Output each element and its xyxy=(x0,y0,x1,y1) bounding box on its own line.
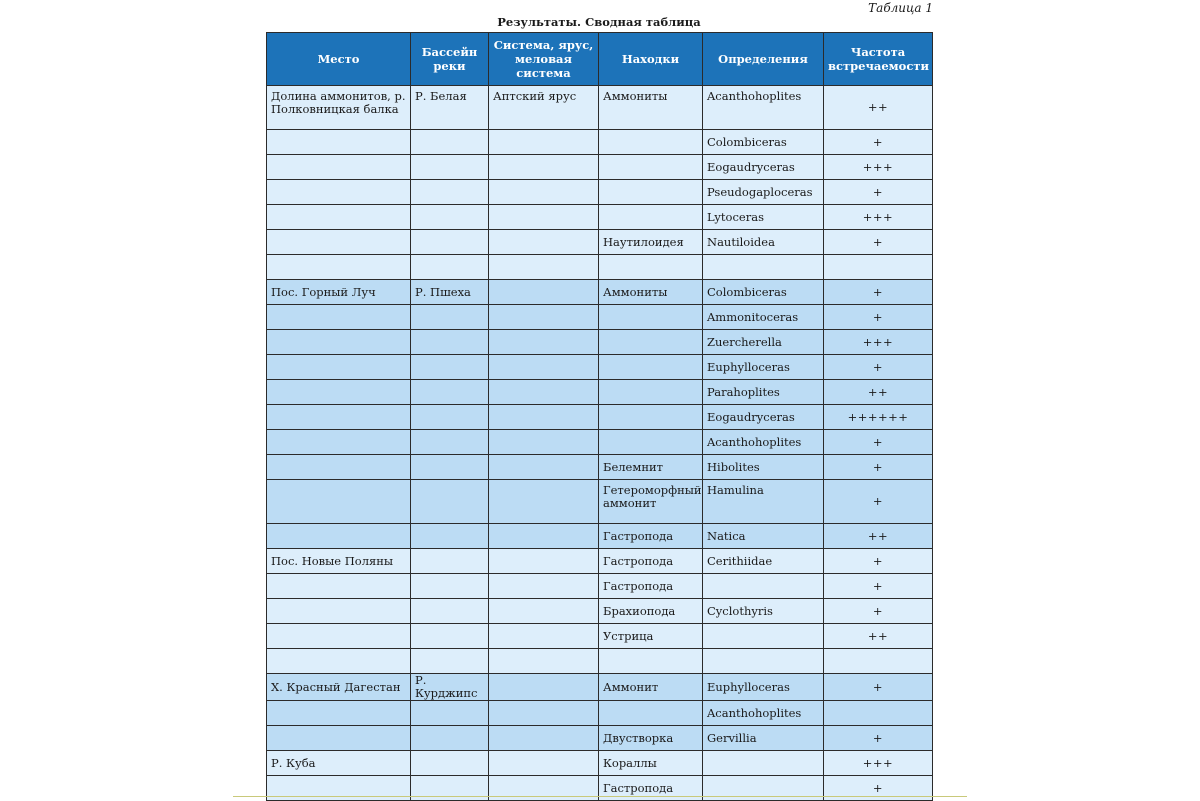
finds-cell xyxy=(599,380,703,405)
table-row xyxy=(267,624,933,649)
system-stage-cell xyxy=(489,549,599,574)
place-cell xyxy=(267,205,411,230)
finds-cell xyxy=(599,430,703,455)
river-basin-cell: Р. Белая xyxy=(411,86,489,130)
place-cell xyxy=(267,524,411,549)
frequency-cell: ++++++ xyxy=(824,405,933,430)
header-row xyxy=(267,33,933,86)
river-basin-cell xyxy=(411,230,489,255)
table-row xyxy=(267,255,933,280)
river-basin-cell xyxy=(411,480,489,524)
place-cell xyxy=(267,455,411,480)
frequency-cell xyxy=(824,649,933,674)
finds-cell xyxy=(599,305,703,330)
river-basin-cell xyxy=(411,430,489,455)
system-stage-cell xyxy=(489,380,599,405)
river-basin-cell xyxy=(411,305,489,330)
finds-cell xyxy=(599,649,703,674)
table-number-caption: Таблица 1 xyxy=(868,1,933,15)
finds-cell: Брахиопода xyxy=(599,599,703,624)
system-stage-cell xyxy=(489,674,599,701)
frequency-cell xyxy=(824,255,933,280)
system-stage-cell xyxy=(489,205,599,230)
table-row xyxy=(267,155,933,180)
identification-cell: Cyclothyris xyxy=(703,599,824,624)
table-row xyxy=(267,230,933,255)
table-row xyxy=(267,430,933,455)
frequency-cell: +++ xyxy=(824,155,933,180)
place-cell: Р. Куба xyxy=(267,751,411,776)
identification-cell: Parahoplites xyxy=(703,380,824,405)
table-row xyxy=(267,130,933,155)
finds-cell: Наутилоидея xyxy=(599,230,703,255)
finds-cell: Аммониты xyxy=(599,86,703,130)
finds-cell: Аммонит xyxy=(599,674,703,701)
finds-cell: Гетероморфный аммонит xyxy=(599,480,703,524)
identification-cell: Acanthohoplites xyxy=(703,430,824,455)
identification-cell xyxy=(703,751,824,776)
identification-cell: Lytoceras xyxy=(703,205,824,230)
system-stage-cell xyxy=(489,599,599,624)
place-cell xyxy=(267,480,411,524)
frequency-cell: + xyxy=(824,549,933,574)
finds-cell: Аммониты xyxy=(599,280,703,305)
table-row xyxy=(267,280,933,305)
frequency-cell: + xyxy=(824,674,933,701)
finds-cell xyxy=(599,330,703,355)
table-row xyxy=(267,751,933,776)
identification-cell: Hibolites xyxy=(703,455,824,480)
system-stage-cell xyxy=(489,230,599,255)
river-basin-cell xyxy=(411,180,489,205)
frequency-cell: + xyxy=(824,726,933,751)
frequency-cell: + xyxy=(824,776,933,801)
place-cell xyxy=(267,380,411,405)
finds-cell: Гастропода xyxy=(599,549,703,574)
place-cell xyxy=(267,330,411,355)
river-basin-cell xyxy=(411,380,489,405)
system-stage-cell xyxy=(489,255,599,280)
identification-cell: Colombiceras xyxy=(703,130,824,155)
frequency-cell: +++ xyxy=(824,205,933,230)
frequency-cell: ++ xyxy=(824,86,933,130)
finds-cell xyxy=(599,130,703,155)
place-cell xyxy=(267,230,411,255)
table-header xyxy=(267,33,933,86)
system-stage-cell xyxy=(489,355,599,380)
identification-cell xyxy=(703,649,824,674)
place-cell xyxy=(267,624,411,649)
system-stage-cell xyxy=(489,701,599,726)
place-cell xyxy=(267,649,411,674)
system-stage-cell: Аптский ярус xyxy=(489,86,599,130)
table-row xyxy=(267,380,933,405)
finds-cell xyxy=(599,205,703,230)
river-basin-cell xyxy=(411,205,489,230)
frequency-cell: + xyxy=(824,430,933,455)
frequency-cell xyxy=(824,701,933,726)
bottom-rule xyxy=(233,796,967,797)
finds-cell: Белемнит xyxy=(599,455,703,480)
frequency-cell: ++ xyxy=(824,624,933,649)
river-basin-cell xyxy=(411,624,489,649)
place-cell xyxy=(267,701,411,726)
table-row xyxy=(267,524,933,549)
identification-cell: Natica xyxy=(703,524,824,549)
identification-cell xyxy=(703,255,824,280)
finds-cell xyxy=(599,701,703,726)
identification-cell xyxy=(703,574,824,599)
table-row xyxy=(267,405,933,430)
place-cell xyxy=(267,255,411,280)
table-body xyxy=(267,86,933,801)
river-basin-cell xyxy=(411,549,489,574)
river-basin-cell xyxy=(411,405,489,430)
river-basin-cell xyxy=(411,255,489,280)
place-cell xyxy=(267,130,411,155)
river-basin-cell xyxy=(411,455,489,480)
place-cell xyxy=(267,180,411,205)
table-row xyxy=(267,330,933,355)
system-stage-cell xyxy=(489,330,599,355)
identification-cell: Acanthohoplites xyxy=(703,701,824,726)
river-basin-cell xyxy=(411,355,489,380)
system-stage-cell xyxy=(489,455,599,480)
frequency-cell: + xyxy=(824,280,933,305)
finds-cell: Гастропода xyxy=(599,524,703,549)
identification-cell: Cerithiidae xyxy=(703,549,824,574)
finds-cell xyxy=(599,255,703,280)
river-basin-cell xyxy=(411,155,489,180)
river-basin-cell xyxy=(411,524,489,549)
system-stage-cell xyxy=(489,130,599,155)
results-table xyxy=(266,32,933,801)
frequency-cell: + xyxy=(824,455,933,480)
river-basin-cell: Р. Курджипс xyxy=(411,674,489,701)
table-row xyxy=(267,599,933,624)
table-row xyxy=(267,674,933,701)
place-cell: Пос. Горный Луч xyxy=(267,280,411,305)
system-stage-cell xyxy=(489,480,599,524)
frequency-cell: ++ xyxy=(824,524,933,549)
system-stage-cell xyxy=(489,405,599,430)
finds-cell xyxy=(599,155,703,180)
river-basin-cell xyxy=(411,599,489,624)
river-basin-cell xyxy=(411,130,489,155)
river-basin-cell xyxy=(411,726,489,751)
place-cell: Пос. Новые Поляны xyxy=(267,549,411,574)
identification-cell: Eogaudryceras xyxy=(703,405,824,430)
header-system-stage: Система, ярус, меловая система xyxy=(489,33,599,86)
identification-cell: Ammonitoceras xyxy=(703,305,824,330)
table-title: Результаты. Сводная таблица xyxy=(497,15,701,29)
table-row xyxy=(267,701,933,726)
finds-cell: Гастропода xyxy=(599,776,703,801)
river-basin-cell xyxy=(411,574,489,599)
frequency-cell: + xyxy=(824,355,933,380)
system-stage-cell xyxy=(489,155,599,180)
identification-cell: Acanthohoplites xyxy=(703,86,824,130)
place-cell: Х. Красный Дагестан xyxy=(267,674,411,701)
system-stage-cell xyxy=(489,649,599,674)
system-stage-cell xyxy=(489,430,599,455)
finds-cell: Двустворка xyxy=(599,726,703,751)
table-row xyxy=(267,205,933,230)
river-basin-cell xyxy=(411,751,489,776)
finds-cell xyxy=(599,405,703,430)
finds-cell xyxy=(599,180,703,205)
system-stage-cell xyxy=(489,305,599,330)
table-row xyxy=(267,574,933,599)
header-place: Место xyxy=(267,33,411,86)
table-row xyxy=(267,649,933,674)
table-row xyxy=(267,305,933,330)
finds-cell xyxy=(599,355,703,380)
header-frequency: Частота встречаемости xyxy=(824,33,933,86)
river-basin-cell xyxy=(411,649,489,674)
frequency-cell: + xyxy=(824,305,933,330)
place-cell xyxy=(267,574,411,599)
identification-cell: Pseudogaploceras xyxy=(703,180,824,205)
table-row xyxy=(267,455,933,480)
identification-cell: Colombiceras xyxy=(703,280,824,305)
river-basin-cell xyxy=(411,330,489,355)
place-cell xyxy=(267,726,411,751)
identification-cell: Euphylloceras xyxy=(703,674,824,701)
table-row xyxy=(267,549,933,574)
system-stage-cell xyxy=(489,751,599,776)
identification-cell: Nautiloidea xyxy=(703,230,824,255)
table-row xyxy=(267,180,933,205)
table-row xyxy=(267,726,933,751)
place-cell xyxy=(267,430,411,455)
frequency-cell: + xyxy=(824,130,933,155)
place-cell xyxy=(267,405,411,430)
finds-cell: Кораллы xyxy=(599,751,703,776)
frequency-cell: + xyxy=(824,574,933,599)
place-cell xyxy=(267,155,411,180)
identification-cell: Gervillia xyxy=(703,726,824,751)
system-stage-cell xyxy=(489,574,599,599)
identification-cell: Hamulina xyxy=(703,480,824,524)
identification-cell: Euphylloceras xyxy=(703,355,824,380)
identification-cell xyxy=(703,624,824,649)
identification-cell: Eogaudryceras xyxy=(703,155,824,180)
header-river-basin: Бассейн реки xyxy=(411,33,489,86)
frequency-cell: + xyxy=(824,599,933,624)
system-stage-cell xyxy=(489,524,599,549)
frequency-cell: + xyxy=(824,230,933,255)
identification-cell: Zuercherella xyxy=(703,330,824,355)
frequency-cell: +++ xyxy=(824,330,933,355)
finds-cell: Гастропода xyxy=(599,574,703,599)
frequency-cell: ++ xyxy=(824,380,933,405)
place-cell xyxy=(267,355,411,380)
place-cell xyxy=(267,305,411,330)
system-stage-cell xyxy=(489,280,599,305)
river-basin-cell xyxy=(411,701,489,726)
place-cell: Долина аммонитов, р. Полковницкая балка xyxy=(267,86,411,130)
frequency-cell: + xyxy=(824,480,933,524)
system-stage-cell xyxy=(489,180,599,205)
table-row xyxy=(267,480,933,524)
frequency-cell: + xyxy=(824,180,933,205)
header-finds: Находки xyxy=(599,33,703,86)
header-identifications: Определения xyxy=(703,33,824,86)
frequency-cell: +++ xyxy=(824,751,933,776)
table-row xyxy=(267,86,933,130)
river-basin-cell: Р. Пшеха xyxy=(411,280,489,305)
table-row xyxy=(267,355,933,380)
system-stage-cell xyxy=(489,726,599,751)
system-stage-cell xyxy=(489,624,599,649)
place-cell xyxy=(267,599,411,624)
finds-cell: Устрица xyxy=(599,624,703,649)
